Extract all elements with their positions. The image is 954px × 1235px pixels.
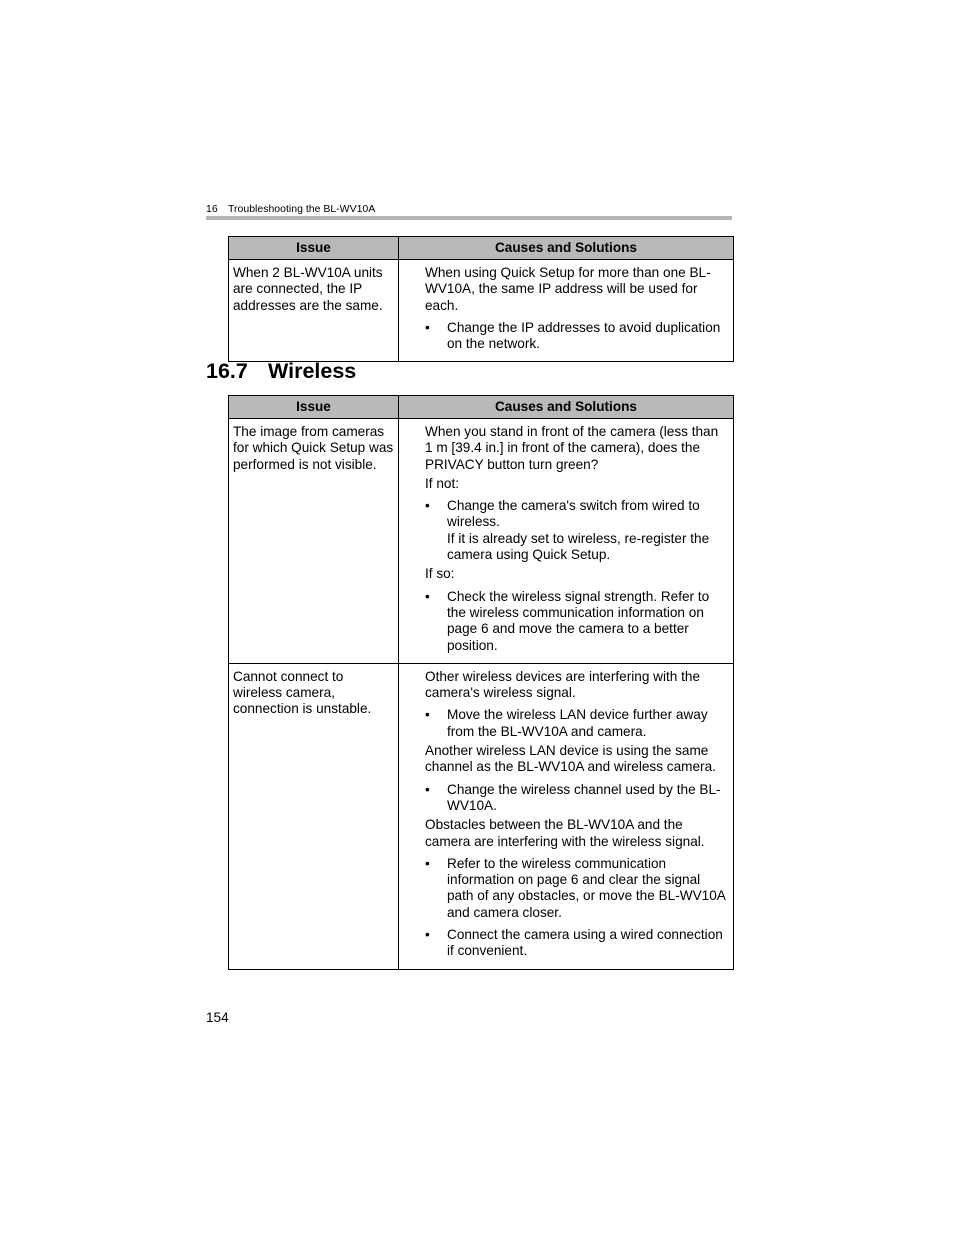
issue-cell: Cannot connect to wireless camera, connection is unstable.: [229, 663, 399, 969]
solution-text: Change the camera's switch from wired to wireless.: [447, 498, 700, 530]
issue-cell: When 2 BL-WV10A units are connected, the IP addresses are the same.: [229, 260, 399, 362]
section-heading: [206, 357, 356, 385]
section-number: 16.7: [206, 359, 248, 383]
page-number: 154: [206, 1010, 229, 1025]
bullet-icon: •: [425, 498, 430, 514]
solution-text: Connect the camera using a wired connection if convenient.: [447, 927, 723, 959]
causes-cell: [399, 663, 734, 969]
table-row: [229, 663, 734, 969]
solution-bullet: [425, 498, 729, 563]
causes-cell: [399, 260, 734, 362]
cause-text: Another wireless LAN device is using the same channel as the BL-WV10A and wireless camera.: [425, 743, 716, 775]
cause-text: Other wireless devices are interfering with the camera's wireless signal.: [425, 668, 701, 701]
column-header-causes: Causes and Solutions: [399, 237, 734, 260]
bullet-icon: •: [425, 707, 430, 723]
issue-cell: The image from cameras for which Quick Setup was performed is not visible.: [229, 419, 399, 664]
solution-bullet: [425, 589, 729, 654]
cause-text: When you stand in front of the camera (less than 1 m [39.4 in.] in front of the camera), does the PRIVACY button turn green?: [425, 424, 719, 472]
table-ip-address: [228, 236, 734, 362]
table-row: [229, 260, 734, 362]
solution-bullet: [425, 856, 729, 921]
solution-text: Change the IP addresses to avoid duplication on the network.: [447, 319, 721, 352]
causes-cell: [399, 419, 734, 664]
table-header-row: [229, 396, 734, 419]
bullet-icon: •: [425, 927, 430, 943]
table-header-row: [229, 237, 734, 260]
bullet-icon: •: [425, 855, 430, 871]
solution-text: Change the wireless channel used by the BL-WV10A.: [447, 781, 721, 813]
column-header-issue: Issue: [229, 237, 399, 260]
cause-text: When using Quick Setup for more than one BL-WV10A, the same IP address will be used for each.: [425, 265, 711, 313]
table-wireless: [228, 395, 734, 970]
condition-text: If not:: [425, 475, 460, 491]
cause-text: Obstacles between the BL-WV10A and the camera are interfering with the wireless signal.: [425, 817, 705, 849]
solution-text: Move the wireless LAN device further away from the BL-WV10A and camera.: [447, 707, 708, 739]
solution-text: If it is already set to wireless, re-register the camera using Quick Setup.: [447, 530, 710, 563]
solution-text: Check the wireless signal strength. Refer to the wireless communication information on page 6 and move the camera to a better position.: [447, 588, 710, 653]
chapter-title: Troubleshooting the BL-WV10A: [228, 203, 376, 215]
section-title: Wireless: [268, 359, 357, 383]
column-header-issue: Issue: [229, 396, 399, 419]
condition-text: If so:: [425, 566, 455, 582]
bullet-icon: •: [425, 588, 430, 604]
solution-text: Refer to the wireless communication information on page 6 and clear the signal path of any obstacles, or move the BL-WV10A and camera closer.: [447, 855, 726, 920]
solution-bullet: [425, 927, 729, 960]
solution-bullet: [425, 707, 729, 740]
table-row: [229, 419, 734, 664]
bullet-icon: •: [425, 781, 430, 797]
chapter-number: 16: [206, 203, 218, 215]
solution-bullet: [425, 782, 729, 815]
column-header-causes: Causes and Solutions: [399, 396, 734, 419]
bullet-icon: •: [425, 319, 430, 335]
header-rule: [206, 216, 732, 220]
running-header: [206, 202, 732, 216]
solution-bullet: [425, 320, 729, 353]
